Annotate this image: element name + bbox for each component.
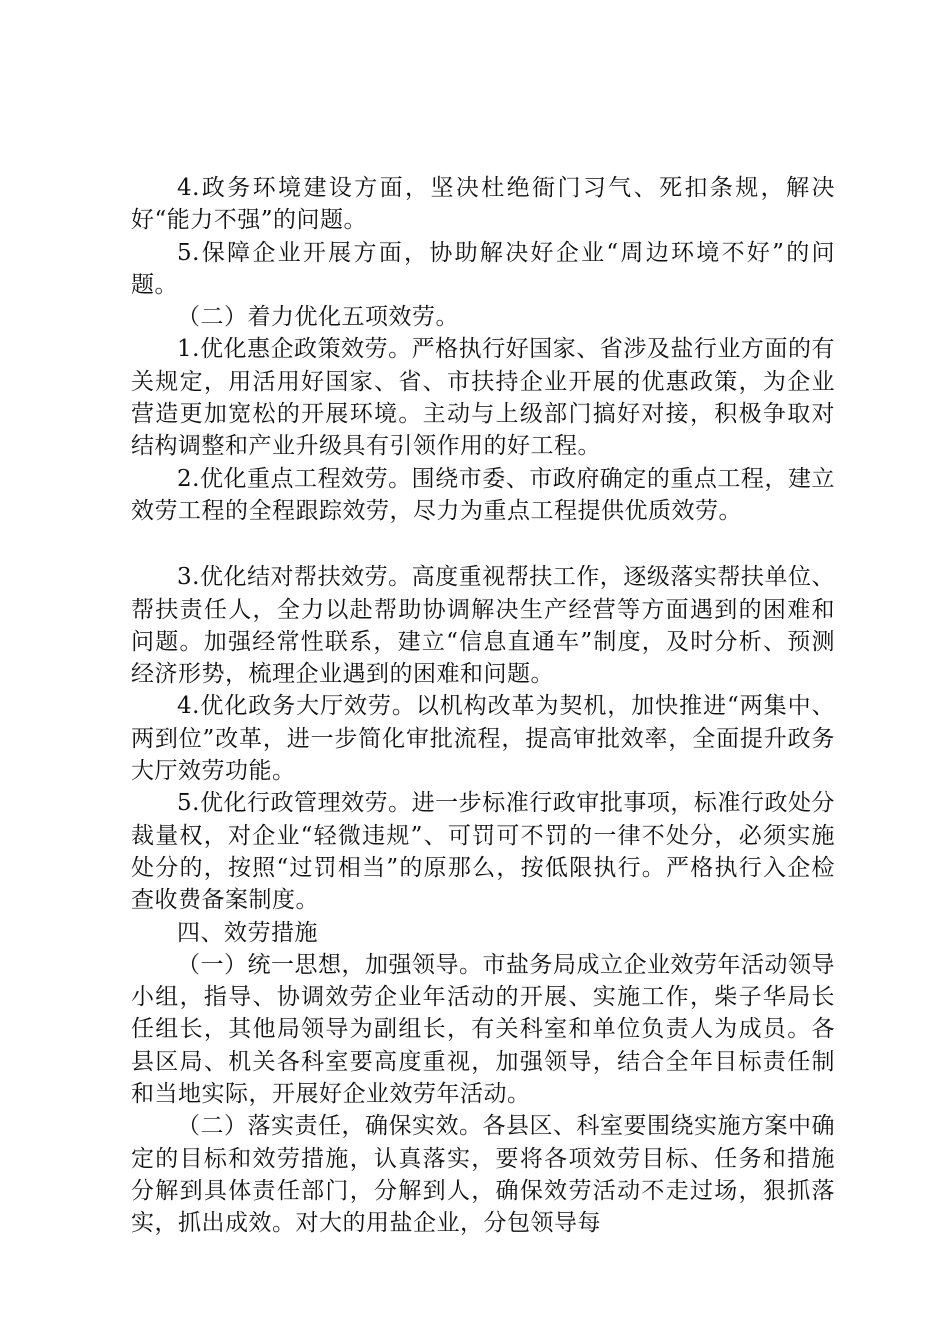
paragraph-optimize-3: 3.优化结对帮扶效劳。高度重视帮扶工作，逐级落实帮扶单位、帮扶责任人，全力以赴帮助协调解决生产经营等方面遇到的困难和问题。加强经常性联系，建立“信息直通车”制度，及时分析、预测经济形势，梳理企业遇到的困难和问题。	[131, 564, 835, 688]
document-body	[131, 172, 835, 1240]
section-heading-two: （二）着力优化五项效劳。	[177, 304, 459, 331]
paragraph-item-4: 4.政务环境建设方面，坚决杜绝衙门习气、死扣条规，解决好“能力不强”的问题。	[131, 175, 835, 234]
paragraph-optimize-5: 5.优化行政管理效劳。进一步标准行政审批事项，标准行政处分裁量权，对企业“轻微违规”、可罚可不罚的一律不处分，必须实施处分的，按照“过罚相当”的原那么，按低限执行。严格执行入企检查收费备案制度。	[131, 790, 835, 914]
paragraph-optimize-1: 1.优化惠企政策效劳。严格执行好国家、省涉及盐行业方面的有关规定，用活用好国家、省、市扶持企业开展的优惠政策，为企业营造更加宽松的开展环境。主动与上级部门搞好对接，积极争取对结构调整和产业升级具有引领作用的好工程。	[131, 336, 835, 460]
paragraph-measure-2: （二）落实责任，确保实效。各县区、科室要围绕实施方案中确定的目标和效劳措施，认真落实，要将各项效劳目标、任务和措施分解到具体责任部门，分解到人，确保效劳活动不走过场，狠抓落实，抓出成效。对大的用盐企业，分包领导每	[131, 1113, 835, 1237]
paragraph-item-5: 5.保障企业开展方面，协助解决好企业“周边环境不好”的问题。	[131, 239, 835, 298]
paragraph-optimize-4: 4.优化政务大厅效劳。以机构改革为契机，加快推进“两集中、两到位”改革，进一步简化审批流程，提高审批效率，全面提升政务大厅效劳功能。	[131, 693, 835, 785]
paragraph-measure-1: （一）统一思想，加强领导。市盐务局成立企业效劳年活动领导小组，指导、协调效劳企业年活动的开展、实施工作，柴子华局长任组长，其他局领导为副组长，有关科室和单位负责人为成员。各县区局、机关各科室要高度重视，加强领导，结合全年目标责任制和当地实际，开展好企业效劳年活动。	[131, 951, 835, 1108]
section-heading-measures: 四、效劳措施	[177, 919, 318, 946]
paragraph-optimize-2: 2.优化重点工程效劳。围绕市委、市政府确定的重点工程，建立效劳工程的全程跟踪效劳，尽力为重点工程提供优质效劳。	[131, 465, 835, 524]
